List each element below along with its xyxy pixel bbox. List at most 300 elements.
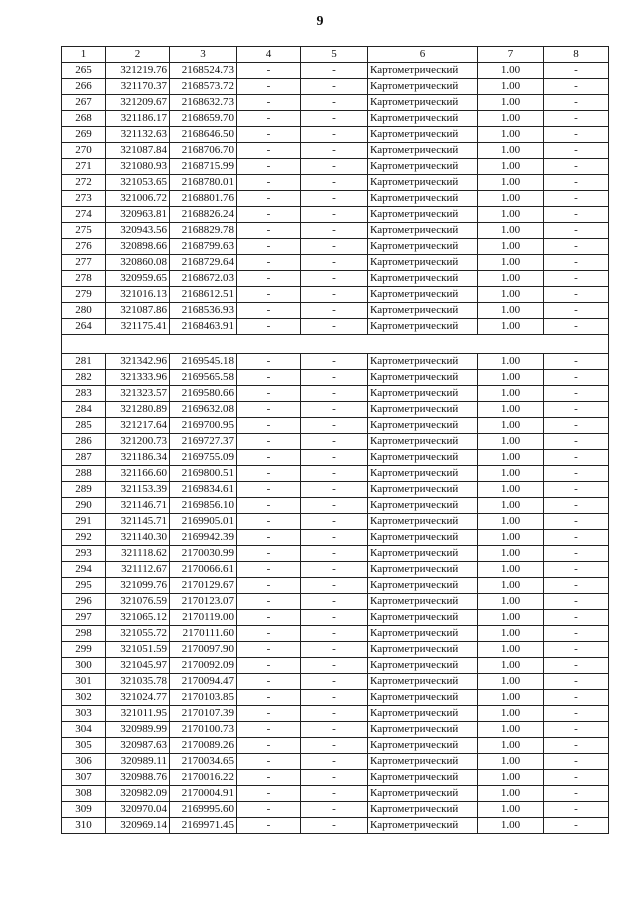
column-8-cell: -: [544, 370, 609, 386]
column-4-cell: -: [237, 354, 301, 370]
method-cell: Картометрический: [368, 159, 478, 175]
column-5-cell: -: [301, 562, 368, 578]
accuracy-cell: 1.00: [478, 95, 544, 111]
column-4-cell: -: [237, 271, 301, 287]
table-row: [62, 418, 609, 434]
column-5-cell: -: [301, 738, 368, 754]
separator-cell: [301, 335, 368, 354]
column-4-cell: -: [237, 175, 301, 191]
x-coordinate-cell: 320959.65: [106, 271, 170, 287]
x-coordinate-cell: 320982.09: [106, 786, 170, 802]
method-cell: Картометрический: [368, 722, 478, 738]
accuracy-cell: 1.00: [478, 770, 544, 786]
column-5-cell: -: [301, 207, 368, 223]
point-number-cell: 294: [62, 562, 106, 578]
column-4-cell: -: [237, 466, 301, 482]
column-8-cell: -: [544, 159, 609, 175]
column-4-cell: -: [237, 642, 301, 658]
column-8-cell: -: [544, 239, 609, 255]
y-coordinate-cell: 2169580.66: [170, 386, 237, 402]
column-8-cell: -: [544, 255, 609, 271]
accuracy-cell: 1.00: [478, 418, 544, 434]
method-cell: Картометрический: [368, 255, 478, 271]
method-cell: Картометрический: [368, 562, 478, 578]
x-coordinate-cell: 321099.76: [106, 578, 170, 594]
column-8-cell: -: [544, 546, 609, 562]
x-coordinate-cell: 320943.56: [106, 223, 170, 239]
x-coordinate-cell: 321016.13: [106, 287, 170, 303]
method-cell: Картометрический: [368, 594, 478, 610]
accuracy-cell: 1.00: [478, 127, 544, 143]
accuracy-cell: 1.00: [478, 287, 544, 303]
x-coordinate-cell: 321055.72: [106, 626, 170, 642]
column-4-cell: -: [237, 626, 301, 642]
y-coordinate-cell: 2170066.61: [170, 562, 237, 578]
accuracy-cell: 1.00: [478, 754, 544, 770]
table-row: [62, 271, 609, 287]
accuracy-cell: 1.00: [478, 319, 544, 335]
point-number-cell: 303: [62, 706, 106, 722]
column-4-cell: -: [237, 191, 301, 207]
accuracy-cell: 1.00: [478, 434, 544, 450]
section-separator-row: [62, 335, 609, 354]
table-row: [62, 239, 609, 255]
point-number-cell: 289: [62, 482, 106, 498]
point-number-cell: 285: [62, 418, 106, 434]
method-cell: Картометрический: [368, 271, 478, 287]
accuracy-cell: 1.00: [478, 159, 544, 175]
column-4-cell: -: [237, 610, 301, 626]
column-8-cell: -: [544, 386, 609, 402]
table-row: [62, 530, 609, 546]
y-coordinate-cell: 2169632.08: [170, 402, 237, 418]
method-cell: Картометрический: [368, 530, 478, 546]
y-coordinate-cell: 2169545.18: [170, 354, 237, 370]
table-row: [62, 303, 609, 319]
table-row: [62, 514, 609, 530]
column-5-cell: -: [301, 722, 368, 738]
table-row: [62, 658, 609, 674]
accuracy-cell: 1.00: [478, 482, 544, 498]
accuracy-cell: 1.00: [478, 370, 544, 386]
column-8-cell: -: [544, 63, 609, 79]
column-4-cell: -: [237, 239, 301, 255]
table-row: [62, 191, 609, 207]
separator-cell: [106, 335, 170, 354]
column-8-cell: -: [544, 530, 609, 546]
table-header-row: [62, 47, 609, 63]
column-4-cell: -: [237, 450, 301, 466]
column-4-cell: -: [237, 562, 301, 578]
column-header: 4: [237, 47, 301, 63]
point-number-cell: 295: [62, 578, 106, 594]
table-row: [62, 674, 609, 690]
x-coordinate-cell: 321323.57: [106, 386, 170, 402]
point-number-cell: 272: [62, 175, 106, 191]
x-coordinate-cell: 321153.39: [106, 482, 170, 498]
x-coordinate-cell: 321145.71: [106, 514, 170, 530]
y-coordinate-cell: 2168826.24: [170, 207, 237, 223]
y-coordinate-cell: 2168780.01: [170, 175, 237, 191]
column-5-cell: -: [301, 626, 368, 642]
method-cell: Картометрический: [368, 690, 478, 706]
column-8-cell: -: [544, 562, 609, 578]
column-5-cell: -: [301, 674, 368, 690]
accuracy-cell: 1.00: [478, 354, 544, 370]
table-row: [62, 706, 609, 722]
column-5-cell: -: [301, 127, 368, 143]
column-8-cell: -: [544, 143, 609, 159]
point-number-cell: 275: [62, 223, 106, 239]
point-number-cell: 300: [62, 658, 106, 674]
page-number: 9: [316, 14, 324, 29]
x-coordinate-cell: 321053.65: [106, 175, 170, 191]
x-coordinate-cell: 321170.37: [106, 79, 170, 95]
column-4-cell: -: [237, 722, 301, 738]
table-row: [62, 578, 609, 594]
point-number-cell: 297: [62, 610, 106, 626]
y-coordinate-cell: 2168801.76: [170, 191, 237, 207]
column-header: 2: [106, 47, 170, 63]
column-8-cell: -: [544, 191, 609, 207]
column-4-cell: -: [237, 674, 301, 690]
y-coordinate-cell: 2170111.60: [170, 626, 237, 642]
table-row: [62, 482, 609, 498]
y-coordinate-cell: 2168729.64: [170, 255, 237, 271]
column-8-cell: -: [544, 418, 609, 434]
column-8-cell: -: [544, 754, 609, 770]
table-row: [62, 127, 609, 143]
column-5-cell: -: [301, 354, 368, 370]
method-cell: Картометрический: [368, 127, 478, 143]
point-number-cell: 282: [62, 370, 106, 386]
method-cell: Картометрический: [368, 642, 478, 658]
x-coordinate-cell: 321280.89: [106, 402, 170, 418]
method-cell: Картометрический: [368, 143, 478, 159]
column-4-cell: -: [237, 706, 301, 722]
point-number-cell: 307: [62, 770, 106, 786]
y-coordinate-cell: 2168706.70: [170, 143, 237, 159]
point-number-cell: 305: [62, 738, 106, 754]
x-coordinate-cell: 321035.78: [106, 674, 170, 690]
separator-cell: [478, 335, 544, 354]
column-5-cell: -: [301, 658, 368, 674]
accuracy-cell: 1.00: [478, 79, 544, 95]
column-8-cell: -: [544, 319, 609, 335]
method-cell: Картометрический: [368, 498, 478, 514]
column-4-cell: -: [237, 738, 301, 754]
accuracy-cell: 1.00: [478, 111, 544, 127]
y-coordinate-cell: 2170103.85: [170, 690, 237, 706]
x-coordinate-cell: 321132.63: [106, 127, 170, 143]
point-number-cell: 284: [62, 402, 106, 418]
accuracy-cell: 1.00: [478, 786, 544, 802]
y-coordinate-cell: 2169856.10: [170, 498, 237, 514]
x-coordinate-cell: 320963.81: [106, 207, 170, 223]
y-coordinate-cell: 2170129.67: [170, 578, 237, 594]
y-coordinate-cell: 2169942.39: [170, 530, 237, 546]
y-coordinate-cell: 2170107.39: [170, 706, 237, 722]
y-coordinate-cell: 2170100.73: [170, 722, 237, 738]
point-number-cell: 310: [62, 818, 106, 834]
column-5-cell: -: [301, 498, 368, 514]
point-number-cell: 267: [62, 95, 106, 111]
separator-cell: [170, 335, 237, 354]
column-4-cell: -: [237, 802, 301, 818]
method-cell: Картометрический: [368, 770, 478, 786]
column-5-cell: -: [301, 239, 368, 255]
column-4-cell: -: [237, 127, 301, 143]
column-header: 1: [62, 47, 106, 63]
column-5-cell: -: [301, 578, 368, 594]
accuracy-cell: 1.00: [478, 658, 544, 674]
method-cell: Картометрический: [368, 63, 478, 79]
separator-cell: [62, 335, 106, 354]
column-5-cell: -: [301, 610, 368, 626]
y-coordinate-cell: 2170097.90: [170, 642, 237, 658]
accuracy-cell: 1.00: [478, 642, 544, 658]
column-4-cell: -: [237, 370, 301, 386]
column-5-cell: -: [301, 818, 368, 834]
column-5-cell: -: [301, 594, 368, 610]
x-coordinate-cell: 320969.14: [106, 818, 170, 834]
table-row: [62, 754, 609, 770]
point-number-cell: 281: [62, 354, 106, 370]
point-number-cell: 274: [62, 207, 106, 223]
column-5-cell: -: [301, 191, 368, 207]
column-5-cell: -: [301, 175, 368, 191]
table-row: [62, 223, 609, 239]
column-8-cell: -: [544, 578, 609, 594]
x-coordinate-cell: 321076.59: [106, 594, 170, 610]
column-5-cell: -: [301, 482, 368, 498]
column-5-cell: -: [301, 287, 368, 303]
table-row: [62, 79, 609, 95]
column-5-cell: -: [301, 802, 368, 818]
point-number-cell: 293: [62, 546, 106, 562]
column-8-cell: -: [544, 658, 609, 674]
column-5-cell: -: [301, 63, 368, 79]
method-cell: Картометрический: [368, 674, 478, 690]
method-cell: Картометрический: [368, 223, 478, 239]
method-cell: Картометрический: [368, 578, 478, 594]
accuracy-cell: 1.00: [478, 402, 544, 418]
column-8-cell: -: [544, 738, 609, 754]
method-cell: Картометрический: [368, 434, 478, 450]
point-number-cell: 273: [62, 191, 106, 207]
x-coordinate-cell: 321080.93: [106, 159, 170, 175]
x-coordinate-cell: 321146.71: [106, 498, 170, 514]
accuracy-cell: 1.00: [478, 386, 544, 402]
column-4-cell: -: [237, 223, 301, 239]
column-4-cell: -: [237, 594, 301, 610]
y-coordinate-cell: 2170016.22: [170, 770, 237, 786]
column-4-cell: -: [237, 770, 301, 786]
x-coordinate-cell: 321087.86: [106, 303, 170, 319]
x-coordinate-cell: 320898.66: [106, 239, 170, 255]
column-header: 7: [478, 47, 544, 63]
column-4-cell: -: [237, 530, 301, 546]
column-5-cell: -: [301, 223, 368, 239]
x-coordinate-cell: 321166.60: [106, 466, 170, 482]
column-8-cell: -: [544, 674, 609, 690]
table-row: [62, 690, 609, 706]
table-row: [62, 546, 609, 562]
table-row: [62, 319, 609, 335]
column-8-cell: -: [544, 223, 609, 239]
column-5-cell: -: [301, 530, 368, 546]
column-5-cell: -: [301, 706, 368, 722]
accuracy-cell: 1.00: [478, 610, 544, 626]
point-number-cell: 277: [62, 255, 106, 271]
table-row: [62, 111, 609, 127]
y-coordinate-cell: 2169834.61: [170, 482, 237, 498]
separator-cell: [237, 335, 301, 354]
column-8-cell: -: [544, 95, 609, 111]
column-5-cell: -: [301, 159, 368, 175]
column-4-cell: -: [237, 402, 301, 418]
accuracy-cell: 1.00: [478, 207, 544, 223]
accuracy-cell: 1.00: [478, 690, 544, 706]
column-8-cell: -: [544, 626, 609, 642]
point-number-cell: 291: [62, 514, 106, 530]
column-8-cell: -: [544, 466, 609, 482]
column-8-cell: -: [544, 79, 609, 95]
coordinates-table: [61, 46, 609, 834]
point-number-cell: 278: [62, 271, 106, 287]
method-cell: Картометрический: [368, 482, 478, 498]
table-row: [62, 175, 609, 191]
method-cell: Картометрический: [368, 354, 478, 370]
column-5-cell: -: [301, 546, 368, 562]
column-8-cell: -: [544, 498, 609, 514]
column-5-cell: -: [301, 370, 368, 386]
method-cell: Картометрический: [368, 818, 478, 834]
column-8-cell: -: [544, 690, 609, 706]
method-cell: Картометрический: [368, 626, 478, 642]
column-4-cell: -: [237, 434, 301, 450]
method-cell: Картометрический: [368, 287, 478, 303]
table-row: [62, 642, 609, 658]
column-8-cell: -: [544, 642, 609, 658]
column-4-cell: -: [237, 578, 301, 594]
point-number-cell: 264: [62, 319, 106, 335]
column-5-cell: -: [301, 143, 368, 159]
column-4-cell: -: [237, 287, 301, 303]
column-8-cell: -: [544, 786, 609, 802]
column-8-cell: -: [544, 287, 609, 303]
method-cell: Картометрический: [368, 303, 478, 319]
x-coordinate-cell: 321209.67: [106, 95, 170, 111]
accuracy-cell: 1.00: [478, 498, 544, 514]
point-number-cell: 270: [62, 143, 106, 159]
method-cell: Картометрический: [368, 111, 478, 127]
method-cell: Картометрический: [368, 370, 478, 386]
accuracy-cell: 1.00: [478, 143, 544, 159]
accuracy-cell: 1.00: [478, 239, 544, 255]
point-number-cell: 296: [62, 594, 106, 610]
column-4-cell: -: [237, 207, 301, 223]
method-cell: Картометрический: [368, 239, 478, 255]
column-5-cell: -: [301, 642, 368, 658]
y-coordinate-cell: 2168659.70: [170, 111, 237, 127]
column-4-cell: -: [237, 79, 301, 95]
column-4-cell: -: [237, 514, 301, 530]
point-number-cell: 271: [62, 159, 106, 175]
accuracy-cell: 1.00: [478, 722, 544, 738]
table-row: [62, 626, 609, 642]
x-coordinate-cell: 321186.17: [106, 111, 170, 127]
column-8-cell: -: [544, 175, 609, 191]
table-row: [62, 722, 609, 738]
table-row: [62, 818, 609, 834]
column-8-cell: -: [544, 354, 609, 370]
table-row: [62, 770, 609, 786]
method-cell: Картометрический: [368, 546, 478, 562]
point-number-cell: 283: [62, 386, 106, 402]
point-number-cell: 309: [62, 802, 106, 818]
x-coordinate-cell: 321087.84: [106, 143, 170, 159]
y-coordinate-cell: 2170119.00: [170, 610, 237, 626]
column-5-cell: -: [301, 450, 368, 466]
column-8-cell: -: [544, 207, 609, 223]
method-cell: Картометрический: [368, 466, 478, 482]
table-row: [62, 738, 609, 754]
table-row: [62, 562, 609, 578]
method-cell: Картометрический: [368, 319, 478, 335]
column-5-cell: -: [301, 786, 368, 802]
y-coordinate-cell: 2170092.09: [170, 658, 237, 674]
accuracy-cell: 1.00: [478, 450, 544, 466]
column-5-cell: -: [301, 303, 368, 319]
column-4-cell: -: [237, 754, 301, 770]
y-coordinate-cell: 2168672.03: [170, 271, 237, 287]
accuracy-cell: 1.00: [478, 626, 544, 642]
x-coordinate-cell: 321219.76: [106, 63, 170, 79]
method-cell: Картометрический: [368, 207, 478, 223]
accuracy-cell: 1.00: [478, 255, 544, 271]
y-coordinate-cell: 2168463.91: [170, 319, 237, 335]
x-coordinate-cell: 320988.76: [106, 770, 170, 786]
column-4-cell: -: [237, 690, 301, 706]
column-5-cell: -: [301, 271, 368, 287]
table-row: [62, 402, 609, 418]
column-5-cell: -: [301, 79, 368, 95]
column-5-cell: -: [301, 690, 368, 706]
table-row: [62, 354, 609, 370]
accuracy-cell: 1.00: [478, 818, 544, 834]
column-8-cell: -: [544, 802, 609, 818]
x-coordinate-cell: 321217.64: [106, 418, 170, 434]
point-number-cell: 304: [62, 722, 106, 738]
y-coordinate-cell: 2168799.63: [170, 239, 237, 255]
point-number-cell: 268: [62, 111, 106, 127]
table-row: [62, 786, 609, 802]
column-8-cell: -: [544, 127, 609, 143]
y-coordinate-cell: 2169565.58: [170, 370, 237, 386]
column-4-cell: -: [237, 63, 301, 79]
column-5-cell: -: [301, 434, 368, 450]
x-coordinate-cell: 320989.11: [106, 754, 170, 770]
accuracy-cell: 1.00: [478, 530, 544, 546]
point-number-cell: 276: [62, 239, 106, 255]
y-coordinate-cell: 2168573.72: [170, 79, 237, 95]
y-coordinate-cell: 2170004.91: [170, 786, 237, 802]
accuracy-cell: 1.00: [478, 802, 544, 818]
table-row: [62, 802, 609, 818]
x-coordinate-cell: 321333.96: [106, 370, 170, 386]
method-cell: Картометрический: [368, 658, 478, 674]
